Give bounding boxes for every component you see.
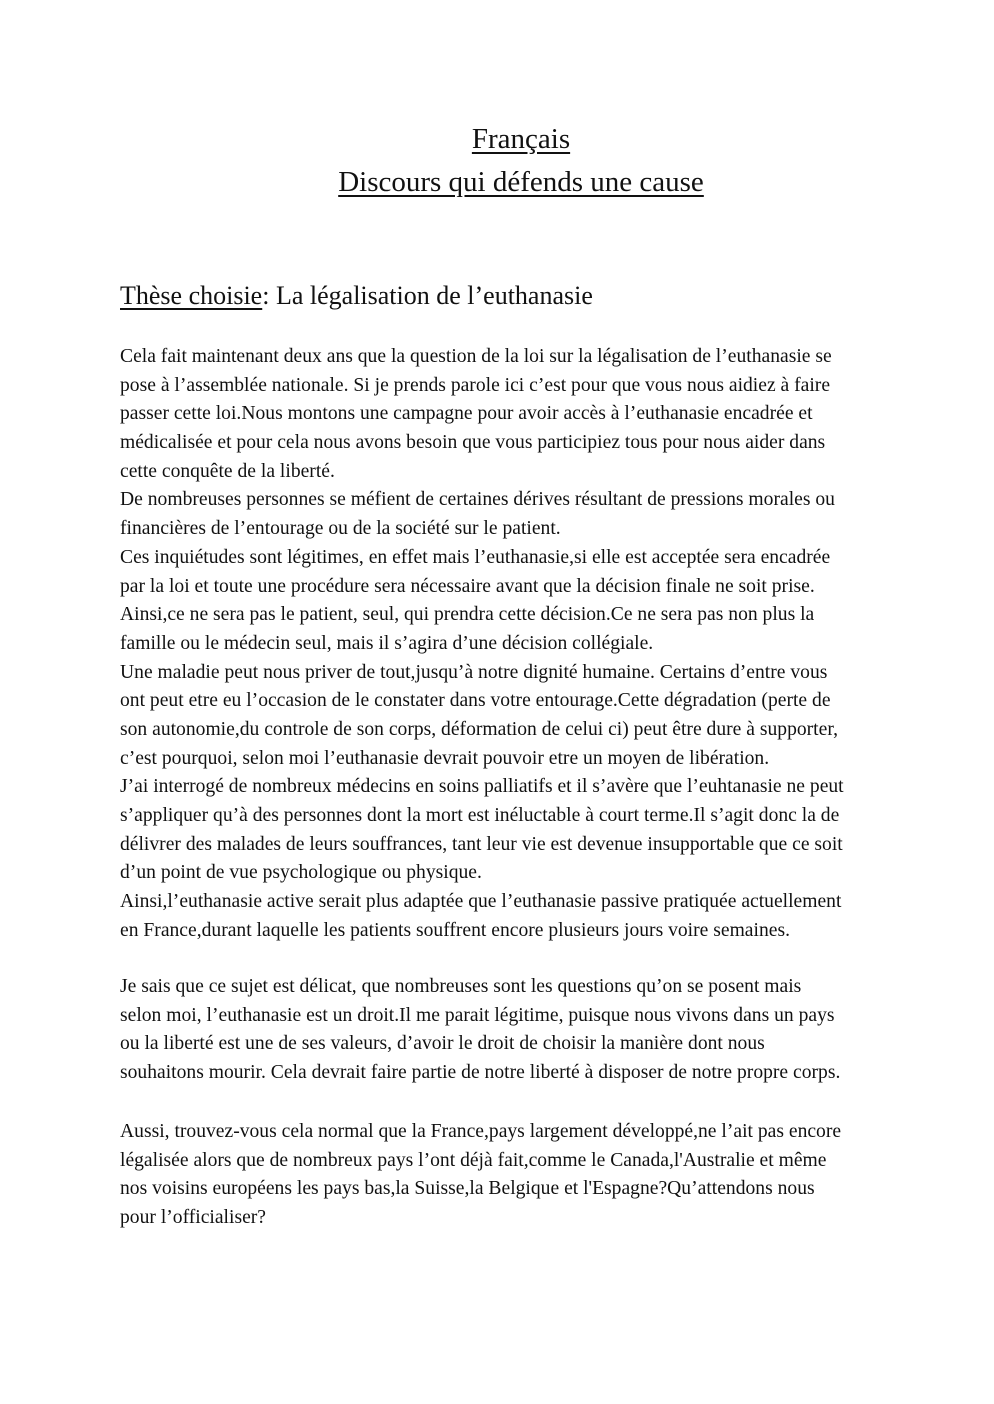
paragraph-line: financières de l’entourage ou de la société sur le patient. [120,518,561,540]
paragraph-question [120,1118,926,1233]
paragraph-line: son autonomie,du controle de son corps, déformation de celui ci) peut être dure à supporter, [120,718,838,740]
paragraph-line: s’appliquer qu’à des personnes dont la mort est inéluctable à court terme.Il s’agit donc la de [120,805,840,826]
paragraph-line: Une maladie peut nous priver de tout,jusqu’à notre dignité humaine. Certains d’entre vous [120,661,828,683]
paragraph-line: d’un point de vue psychologique ou physique. [120,862,482,884]
thesis-label: Thèse choisie [120,281,263,310]
paragraph-line: Cela fait maintenant deux ans que la question de la loi sur la légalisation de l’euthanasie se [120,346,832,367]
document-subtitle: Discours qui défends une cause [338,166,704,198]
paragraph-line: médicalisée et pour cela nous avons besoin que vous participiez tous pour nous aider dans [120,432,826,454]
paragraph-line: cette conquête de la liberté. [120,460,335,482]
thesis-text: La légalisation de l’euthanasie [269,281,593,310]
paragraph-line: pose à l’assemblée nationale. Si je prends parole ici c’est pour que vous nous aidiez à faire [120,374,831,396]
paragraph-line: selon moi, l’euthanasie est un droit.Il me parait légitime, puisque nous vivons dans un pays [120,1004,835,1026]
paragraph-line: souhaitons mourir. Cela devrait faire partie de notre liberté à disposer de notre propre corps. [120,1062,841,1084]
paragraph-line: Ces inquiétudes sont légitimes, en effet mais l’euthanasie,si elle est acceptée sera encadrée [120,546,831,568]
paragraph-line: ont peut etre eu l’occasion de le constater dans votre entourage.Cette dégradation (perte de [120,690,831,712]
document-subtitle-line [120,161,922,204]
thesis-heading [120,279,922,313]
document-title: Français [471,123,571,155]
paragraph-line: c’est pourquoi, selon moi l’euthanasie devrait pouvoir etre un moyen de libération. [120,747,770,769]
paragraph-line: J’ai interrogé de nombreux médecins en soins palliatifs et il s’avère que l’euhtanasie ne peut [120,776,844,798]
paragraph-line: Je sais que ce sujet est délicat, que nombreuses sont les questions qu’on se posent mais [120,976,802,997]
paragraph-line: par la loi et toute une procédure sera nécessaire avant que la décision finale ne soit prise. [120,575,815,597]
paragraph-line: Ainsi,l’euthanasie active serait plus adaptée que l’euthanasie passive pratiquée actuellement [120,891,842,913]
paragraph-right [120,973,926,1088]
document-title-line [120,118,922,161]
paragraph-line: ou la liberté est une de ses valeurs, d’avoir le droit de choisir la manière dont nous [120,1033,765,1055]
paragraph-line: famille ou le médecin seul, mais il s’agira d’une décision collégiale. [120,632,654,654]
paragraph-line: pour l’officialiser? [120,1207,266,1229]
thesis-separator: : [262,281,270,310]
paragraph-line: De nombreuses personnes se méfient de certaines dérives résultant de pressions morales ou [120,489,835,511]
paragraph-line: délivrer des malades de leurs souffrances, tant leur vie est devenue insupportable que ce soit [120,833,843,855]
paragraph-line: nos voisins européens les pays bas,la Suisse,la Belgique et l'Espagne?Qu’attendons nous [120,1178,815,1200]
paragraph-line: passer cette loi.Nous montons une campagne pour avoir accès à l’euthanasie encadrée et [120,403,813,425]
paragraph-arguments [120,343,926,945]
paragraph-line: en France,durant laquelle les patients souffrent encore plusieurs jours voire semaines. [120,919,790,941]
paragraph-line: légalisée alors que de nombreux pays l’ont déjà fait,comme le Canada,l'Australie et même [120,1149,827,1171]
paragraph-line: Ainsi,ce ne sera pas le patient, seul, qui prendra cette décision.Ce ne sera pas non plus la [120,604,815,626]
paragraph-line: Aussi, trouvez-vous cela normal que la France,pays largement développé,ne l’ait pas encore [120,1121,842,1142]
title-block [120,118,922,204]
